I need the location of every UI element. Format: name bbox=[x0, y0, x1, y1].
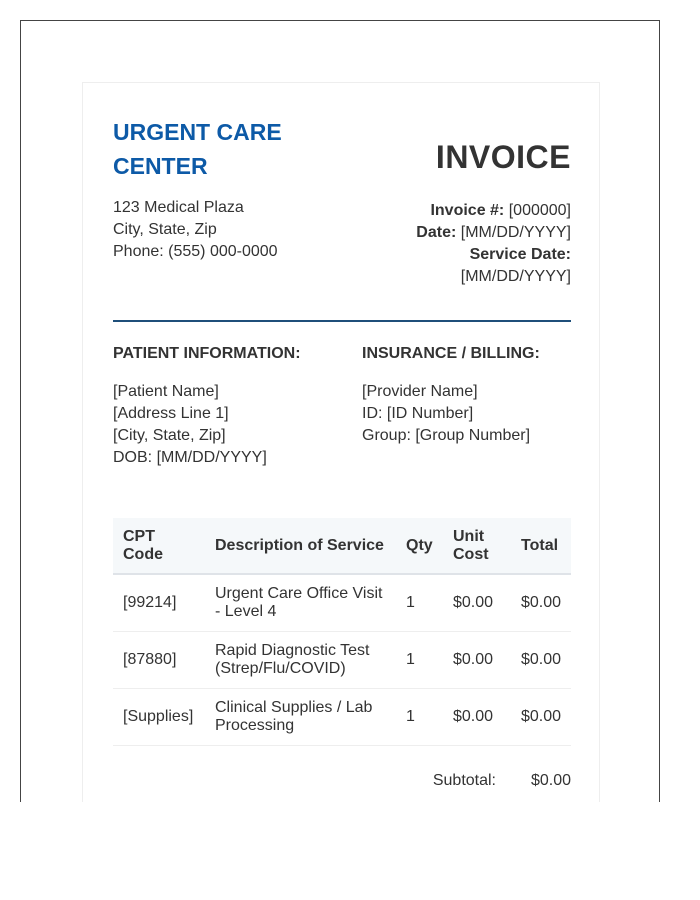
services-table-header-row bbox=[113, 518, 571, 574]
insurance-group: Group: [Group Number] bbox=[362, 427, 531, 444]
clinic-address-line1: 123 Medical Plaza bbox=[113, 199, 244, 216]
totals-section bbox=[113, 746, 571, 796]
invoice-header bbox=[113, 115, 571, 322]
invoice-number-value: [000000] bbox=[508, 202, 571, 219]
total-cell: $0.00 bbox=[511, 574, 571, 631]
service-date-value: [MM/DD/YYYY] bbox=[460, 268, 571, 285]
patient-details bbox=[113, 381, 333, 469]
patient-insurance-section bbox=[113, 322, 571, 518]
clinic-phone: Phone: (555) 000-0000 bbox=[113, 243, 278, 260]
invoice-content bbox=[113, 115, 571, 796]
cpt-code-cell: [Supplies] bbox=[113, 688, 205, 745]
patient-city-state-zip: [City, State, Zip] bbox=[113, 427, 226, 444]
table-row bbox=[113, 574, 571, 631]
unit-cost-cell: $0.00 bbox=[443, 631, 511, 688]
invoice-date-value: [MM/DD/YYYY] bbox=[460, 224, 571, 241]
insurance-billing-heading: INSURANCE / BILLING: bbox=[362, 345, 540, 362]
subtotal-label: Subtotal: bbox=[432, 771, 496, 789]
table-row bbox=[113, 631, 571, 688]
invoice-number bbox=[361, 200, 571, 222]
invoice-sheet bbox=[82, 82, 600, 802]
header-cpt-code: CPT Code bbox=[113, 518, 205, 574]
description-cell: Rapid Diagnostic Test (Strep/Flu/COVID) bbox=[205, 631, 396, 688]
description-cell: Clinical Supplies / Lab Processing bbox=[205, 688, 396, 745]
header-description: Description of Service bbox=[205, 518, 396, 574]
invoice-meta bbox=[361, 200, 571, 288]
patient-information-heading: PATIENT INFORMATION: bbox=[113, 345, 301, 362]
patient-address-line1: [Address Line 1] bbox=[113, 405, 229, 422]
document-viewport bbox=[20, 20, 660, 802]
qty-cell: 1 bbox=[396, 574, 443, 631]
patient-name: [Patient Name] bbox=[113, 383, 219, 400]
header-total: Total bbox=[511, 518, 571, 574]
invoice-number-label: Invoice #: bbox=[430, 202, 505, 219]
patient-dob: DOB: [MM/DD/YYYY] bbox=[113, 449, 267, 466]
insurance-id: ID: [ID Number] bbox=[362, 405, 474, 422]
service-date-label: Service Date: bbox=[469, 246, 571, 263]
total-cell: $0.00 bbox=[511, 688, 571, 745]
clinic-address-line2: City, State, Zip bbox=[113, 221, 217, 238]
clinic-name: URGENT CARE CENTER bbox=[113, 119, 282, 179]
services-table-body bbox=[113, 574, 571, 745]
invoice-date-label: Date: bbox=[416, 224, 457, 241]
cpt-code-cell: [87880] bbox=[113, 631, 205, 688]
header-qty: Qty bbox=[396, 518, 443, 574]
qty-cell: 1 bbox=[396, 688, 443, 745]
qty-cell: 1 bbox=[396, 631, 443, 688]
insurance-provider: [Provider Name] bbox=[362, 383, 478, 400]
total-cell: $0.00 bbox=[511, 631, 571, 688]
unit-cost-cell: $0.00 bbox=[443, 688, 511, 745]
insurance-details bbox=[362, 381, 582, 447]
patient-information bbox=[113, 345, 333, 469]
cpt-code-cell: [99214] bbox=[113, 574, 205, 631]
invoice-title: INVOICE bbox=[435, 139, 571, 175]
header-unit-cost: Unit Cost bbox=[443, 518, 511, 574]
services-table-head bbox=[113, 518, 571, 574]
insurance-billing bbox=[362, 345, 582, 447]
clinic-address bbox=[113, 197, 278, 263]
invoice-date bbox=[361, 222, 571, 244]
unit-cost-cell: $0.00 bbox=[443, 574, 511, 631]
table-row bbox=[113, 688, 571, 745]
description-cell: Urgent Care Office Visit - Level 4 bbox=[205, 574, 396, 631]
subtotal-value: $0.00 bbox=[530, 771, 571, 789]
services-table bbox=[113, 518, 571, 746]
